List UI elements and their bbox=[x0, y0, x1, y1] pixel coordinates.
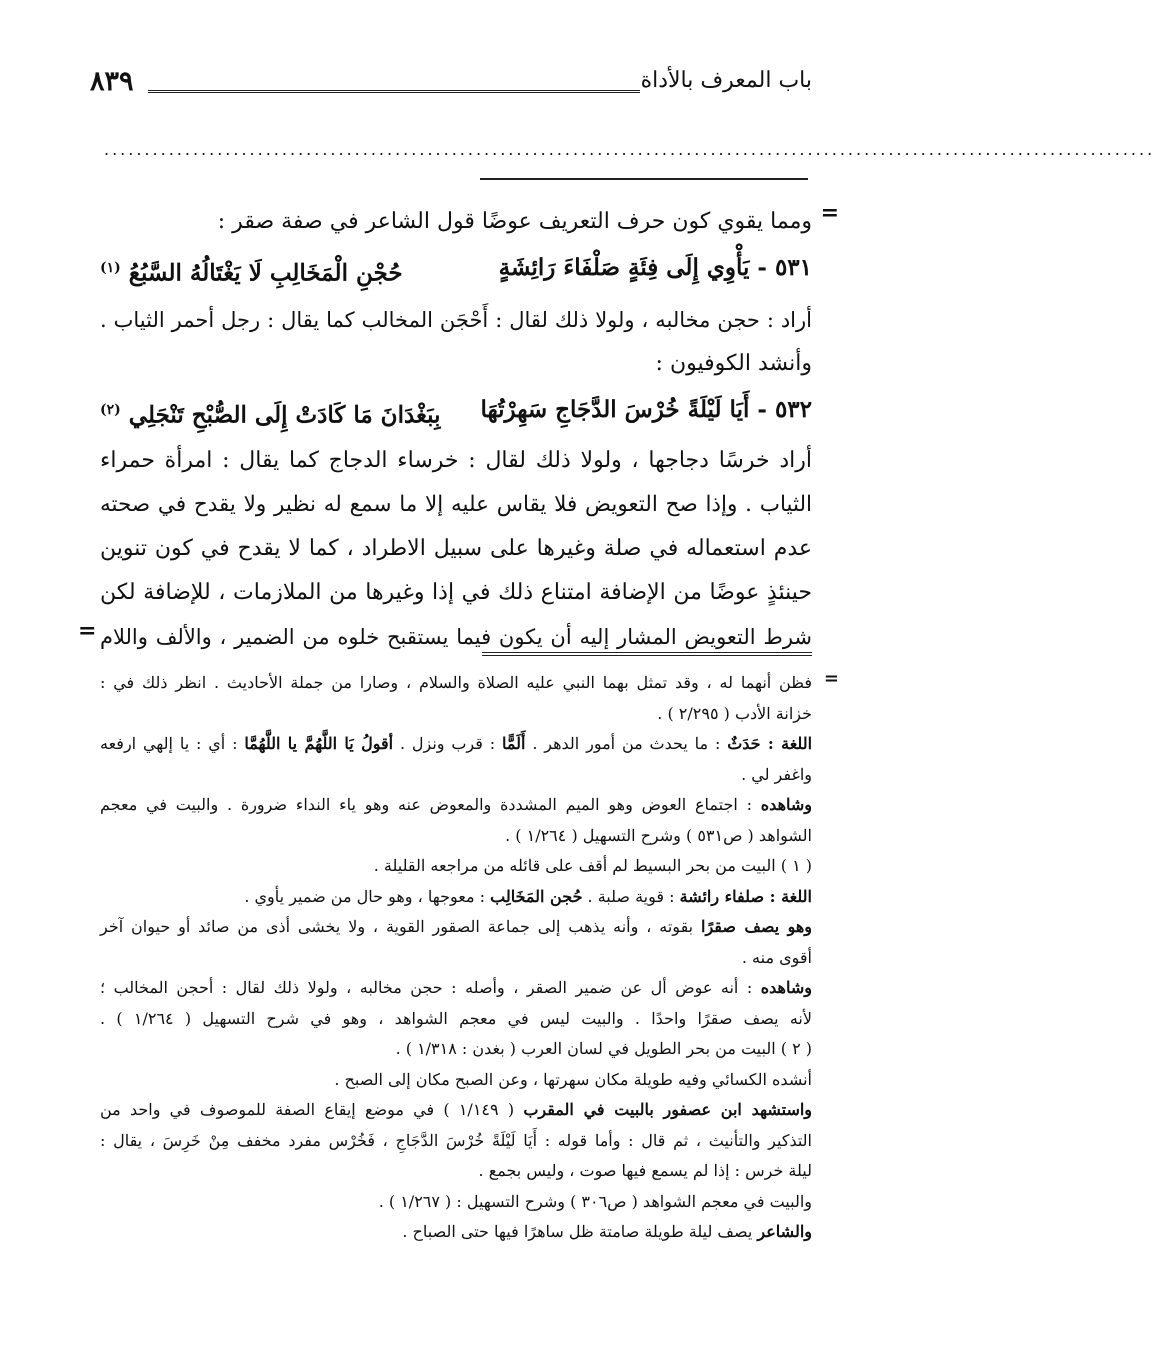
footnote-line: واغفر لي . bbox=[741, 764, 812, 784]
footnote-text: : أنه عوض أل عن ضمير الصقر ، وأصله : حجن مخالبه ، ولولا ذلك لقال : أحجن المخالب ؛ bbox=[100, 978, 753, 997]
dotted-separator: .................................................................................................................................. bbox=[104, 140, 1155, 159]
verse-531 bbox=[100, 244, 812, 298]
footnote-ref: (١) bbox=[100, 260, 121, 276]
footnote-text: : قرب ونزل . bbox=[399, 734, 496, 753]
bold-term: اللغة : صلفاء رائشة bbox=[679, 886, 812, 906]
bold-term: وشاهده bbox=[760, 978, 812, 997]
bold-term: وشاهده bbox=[760, 795, 813, 814]
footnote-rule bbox=[482, 652, 812, 656]
text-line: الثياب . وإذا صح التعويض فلا يقاس عليه إلا ما سمع له نظير ولا يقدح في صحته bbox=[100, 492, 812, 518]
text-line: أراد خرسًا دجاجها ، ولولا ذلك لقال : خرساء الدجاج كما يقال : امرأة حمراء bbox=[100, 448, 812, 474]
footnote-line: والبيت في معجم الشواهد ( ص٣٠٦ ) وشرح التسهيل : ( ١/٢٦٧ ) . bbox=[378, 1191, 812, 1211]
footnote-line bbox=[100, 973, 812, 1004]
footnote-line: فظن أنهما له ، وقد تمثل بهما النبي عليه الصلاة والسلام ، وصارا من جملة الأحاديث . انظر ذلك في : bbox=[100, 673, 812, 692]
text-line: عدم استعماله في صلة وغيرها على سبيل الاطراد ، كما لا يقدح في كون تنوين bbox=[100, 536, 812, 562]
bold-term: وهو يصف صقرًا bbox=[701, 917, 813, 936]
bold-term: واستشهد ابن عصفور بالبيت في المقرب bbox=[523, 1100, 813, 1119]
footnote-ref: (٢) bbox=[100, 401, 121, 418]
verse-number: ٥٣١ - bbox=[757, 254, 812, 281]
text-line: ومما يقوي كون حرف التعريف عوضًا قول الشاعر في صفة صقر : bbox=[217, 209, 812, 234]
footnote-line: لأنه يصف صقرًا واحدًا . والبيت ليس في معجم الشواهد ، وهو في شرح التسهيل ( ١/٢٦٤ ) . bbox=[100, 1008, 812, 1028]
footnote-text: يصف ليلة طويلة صامتة ظل ساهرًا فيها حتى الصباح . bbox=[402, 1222, 753, 1241]
footnote-text: : ما يحدث من أمور الدهر . bbox=[532, 734, 721, 753]
verse-second-half bbox=[100, 244, 403, 298]
text-line: وأنشد الكوفيون : bbox=[655, 350, 812, 376]
footnote-line: أقوى منه . bbox=[741, 947, 812, 967]
bold-term: حُجن المَخَالِب bbox=[490, 886, 583, 906]
footnote-line bbox=[100, 912, 812, 943]
bold-term: أَلَمًّا bbox=[502, 734, 526, 753]
footnotes bbox=[100, 668, 812, 1248]
verse-532 bbox=[100, 386, 812, 440]
footnote-line bbox=[100, 790, 812, 821]
page-number: ٨٣٩ bbox=[90, 66, 134, 97]
text-line: أراد : حجن مخالبه ، ولولا ذلك لقال : أَحْجَن المخالب كما يقال : رجل أحمر الثياب . bbox=[100, 307, 812, 332]
verse-second-half bbox=[100, 386, 440, 440]
footnote-text: : اجتماع العوض وهو الميم المشددة والمعوض عنه وهو ياء النداء ضرورة . والبيت في معجم bbox=[100, 795, 752, 814]
separator-rule bbox=[480, 178, 808, 180]
verse-first-half bbox=[481, 386, 812, 440]
bold-term: أقولُ يَا اللَّهُمَّ يا اللَّهُمَّا bbox=[244, 734, 394, 753]
page-header bbox=[90, 68, 812, 108]
footnote-line: أنشده الكسائي وفيه طويلة مكان سهرتها ، وعن الصبح مكان إلى الصبح . bbox=[334, 1069, 812, 1089]
header-rule bbox=[148, 90, 640, 93]
footnote-line bbox=[100, 1095, 812, 1126]
footnote-line: ( ١ ) البيت من بحر البسيط لم أقف على قائله من مراجعه القليلة . bbox=[373, 856, 812, 875]
footnote-text: ( ١/١٤٩ ) في موضع إيقاع الصفة للموصوف في واحد من bbox=[100, 1100, 515, 1119]
footnote-line bbox=[100, 729, 812, 760]
verse-number: ٥٣٢ - bbox=[757, 395, 812, 423]
continuation-marker: = bbox=[78, 618, 97, 644]
footnote-line: ليلة خرس : إذا لم يسمع فيها صوت ، وليس بجمع . bbox=[478, 1161, 812, 1180]
bold-term: والشاعر bbox=[757, 1222, 812, 1241]
bold-term: اللغة : حَدَثٌ bbox=[727, 734, 813, 753]
chapter-title: باب المعرف بالأداة bbox=[640, 68, 812, 93]
verse-text: حُجْنِ الْمَخَالِبِ لَا يَغْتَالُهُ السَّبُعُ bbox=[128, 259, 403, 287]
verse-first-half bbox=[499, 244, 812, 298]
footnote-line: خزانة الأدب ( ٢/٢٩٥ ) . bbox=[657, 703, 812, 723]
verse-text: أَيَا لَيْلَةً خُرْسَ الدَّجَاجِ سَهِرْتُهَا bbox=[480, 395, 750, 423]
text-line: حينئذٍ عوضًا من الإضافة امتناع ذلك في إذا وغيرها من الملازمات ، للإضافة لكن bbox=[100, 580, 812, 606]
footnote-text: : قوية صلبة . bbox=[587, 886, 675, 906]
continuation-marker: = bbox=[820, 200, 839, 226]
footnote-text: : أي : يا إلهي ارفعه bbox=[100, 734, 238, 753]
footnote-line: الشواهد ( ص٥٣١ ) وشرح التسهيل ( ١/٢٦٤ ) . bbox=[505, 825, 812, 845]
main-text bbox=[100, 200, 812, 659]
footnote-continuation-marker: = bbox=[823, 668, 839, 689]
verse-text: يَأْوِي إِلَى فِئَةٍ صَلْفَاءَ رَائِشَةٍ bbox=[498, 254, 750, 281]
footnote-text: بقوته ، وأنه يذهب إلى جماعة الصقور القوية ، ولا يخشى أذى من صائد أو حيوان آخر bbox=[100, 917, 694, 936]
footnote-line: التذكير والتأنيث ، ثم قال : وأما قوله : أَيَا لَيْلَةً خُرْسَ الدَّجَاجِ ، فَخُرْس مفرد مخفف مِنْ خَرِسَ ، يقال : bbox=[100, 1130, 812, 1150]
text-line: شرط التعويض المشار إليه أن يكون فيما يستقبح خلوه من الضمير ، والألف واللام bbox=[100, 625, 812, 650]
footnote-line bbox=[100, 1217, 812, 1248]
footnote-line: ( ٢ ) البيت من بحر الطويل في لسان العرب ( بغدن : ١/٣١٨ ) . bbox=[395, 1039, 812, 1058]
verse-text: بِبَغْدَانَ مَا كَادَتْ إِلَى الصُّبْحِ تَنْجَلِي bbox=[128, 401, 441, 429]
footnote-line bbox=[100, 882, 812, 913]
footnote-text: : معوجها ، وهو حال من ضمير يأوي . bbox=[244, 886, 486, 906]
